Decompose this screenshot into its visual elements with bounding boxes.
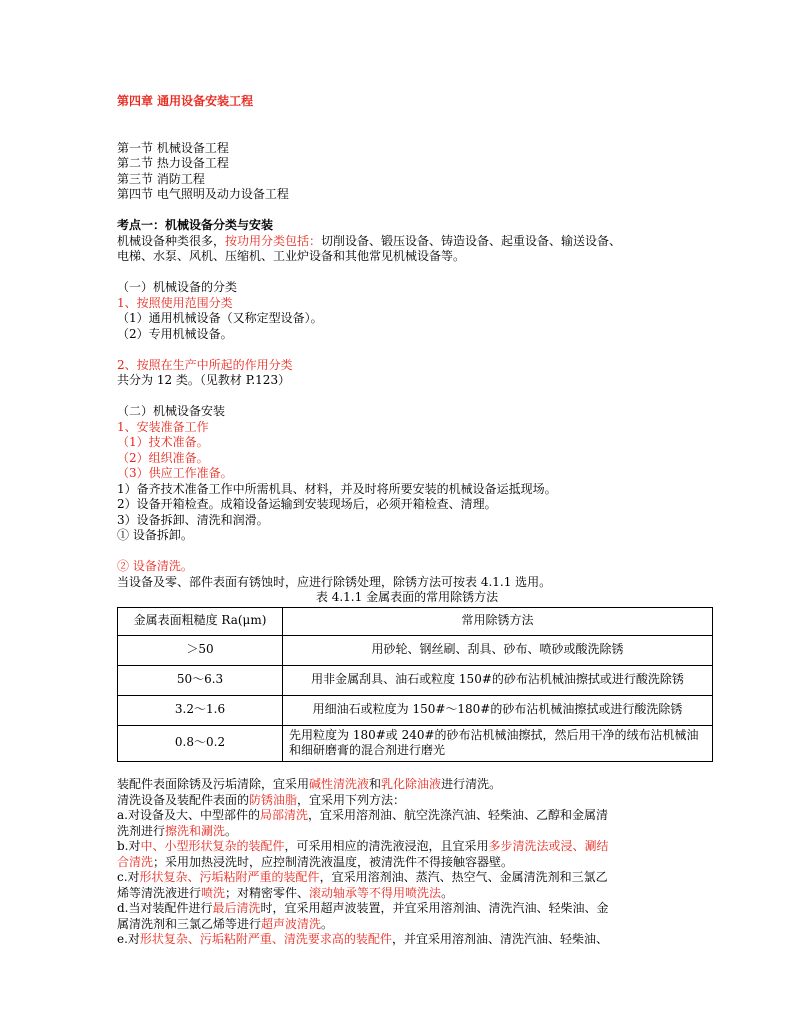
part2-p3b: ② 设备清洗。 [117, 559, 193, 573]
part2-p2: 2）设备开箱检查。成箱设备运输到安装现场后，必须开箱检查、清理。 [117, 497, 497, 511]
section-item: 第四节 电气照明及动力设备工程 [117, 187, 289, 201]
method-a-line: 洗剂进行擦洗和涮洗。 [117, 823, 238, 838]
method-e-line: e.对形状复杂、污垢粘附严重、清洗要求高的装配件，并宜采用溶剂油、清洗汽油、轻柴油、 [117, 932, 608, 946]
part2-sub2: （2）组织准备。 [117, 450, 209, 465]
kaodian-title: 考点一：机械设备分类与安装 [117, 218, 274, 232]
table-cell-method: 用非金属刮具、油石或粒度 150#的砂布沾机械油擦拭或进行酸洗除锈 [283, 665, 713, 695]
section-item: 第三节 消防工程 [117, 171, 205, 186]
part2-heading: （二）机械设备安装 [117, 404, 226, 418]
table-row [118, 665, 713, 695]
table-cell-roughness: 0.8～0.2 [118, 725, 283, 761]
table-cell-roughness: 50～6.3 [118, 665, 283, 695]
part1-item1-b: （2）专用机械设备。 [117, 326, 233, 341]
part2-sub1: （1）技术准备。 [117, 435, 209, 449]
table-cell-roughness: ＞50 [118, 635, 283, 665]
method-c-line: 烯等清洗液进行喷洗；对精密零件、滚动轴承等不得用喷洗法。 [117, 885, 454, 900]
method-d-line: 属清洗剂和三氯乙烯等进行超声波清洗。 [117, 916, 334, 931]
table-cell-method: 用砂轮、钢丝刷、刮具、砂布、喷砂或酸洗除锈 [283, 635, 713, 665]
method-a-line: a.对设备及大、中型部件的局部清洗，宜采用溶剂油、航空洗涤汽油、轻柴油、乙醇和金属清 [117, 808, 609, 822]
part2-p3a: ① 设备拆卸。 [117, 528, 193, 542]
after-line-1: 装配件表面除锈及污垢清除，宜采用碱性清洗液和乳化除油液进行清洗。 [117, 777, 502, 791]
method-b-line: b.对中、小型形状复杂的装配件，可采用相应的清洗液浸泡，且宜采用多步清洗法或浸、涮结 [117, 839, 609, 853]
method-d-line: d.当对装配件进行最后清洗时，宜采用超声波装置，并宜采用溶剂油、清洗汽油、轻柴油、金 [117, 901, 609, 915]
part1-item1-a: （1）通用机械设备（又称定型设备）。 [117, 311, 323, 325]
table-header-row [118, 607, 713, 635]
intro-line: 电梯、水泵、风机、压缩机、工业炉设备和其他常见机械设备等。 [117, 249, 466, 263]
part1-heading: （一）机械设备的分类 [117, 280, 238, 294]
table-cell-method: 先用粒度为 180#或 240#的砂布沾机械油擦拭，然后用干净的绒布沾机械油和细研磨膏的混合剂进行磨光 [283, 725, 713, 761]
section-item: 第二节 热力设备工程 [117, 156, 229, 170]
intro-line: 机械设备种类很多，按功用分类包括：切削设备、锻压设备、铸造设备、起重设备、输送设备、 [117, 233, 622, 248]
chapter-title: 第四章 通用设备安装工程 [117, 94, 254, 108]
table-header-cell: 常用除锈方法 [283, 607, 713, 635]
rust-removal-table [117, 607, 713, 762]
part2-p1: 1）备齐技术准备工作中所需机具、材料，并及时将所要安装的机械设备运抵现场。 [117, 481, 557, 496]
table-cell-method: 用细油石或粒度为 150#～180#的砂布沾机械油擦拭或进行酸洗除锈 [283, 695, 713, 725]
table-row [118, 695, 713, 725]
method-c-line: c.对形状复杂、污垢粘附严重的装配件，宜采用溶剂油、蒸汽、热空气、金属清洗剂和三氯乙 [117, 870, 608, 884]
document-page [117, 94, 717, 948]
part2-p3: 3）设备拆卸、清洗和润滑。 [117, 512, 269, 527]
after-line-2: 清洗设备及装配件表面的防锈油脂，宜采用下列方法： [117, 792, 406, 807]
method-b-line: 合清洗；采用加热浸洗时，应控制清洗液温度，被清洗件不得接触容器壁。 [117, 854, 514, 869]
table-header-cell: 金属表面粗糙度 Ra(μm) [118, 607, 283, 635]
table-row [118, 725, 713, 761]
rust-intro: 当设备及零、部件表面有锈蚀时，应进行除锈处理，除锈方法可按表 4.1.1 选用。 [117, 574, 552, 589]
table-cell-roughness: 3.2～1.6 [118, 695, 283, 725]
part2-sub3: （3）供应工作准备。 [117, 466, 233, 480]
part2-item1: 1、安装准备工作 [117, 419, 209, 434]
part1-item2-a: 共分为 12 类。（见教材 P.123） [117, 373, 291, 387]
section-item: 第一节 机械设备工程 [117, 140, 229, 155]
part1-item2: 2、按照在生产中所起的作用分类 [117, 357, 293, 372]
table-row [118, 635, 713, 665]
table-caption: 表 4.1.1 金属表面的常用除锈方法 [315, 590, 499, 604]
part1-item1: 1、按照使用范围分类 [117, 295, 233, 310]
